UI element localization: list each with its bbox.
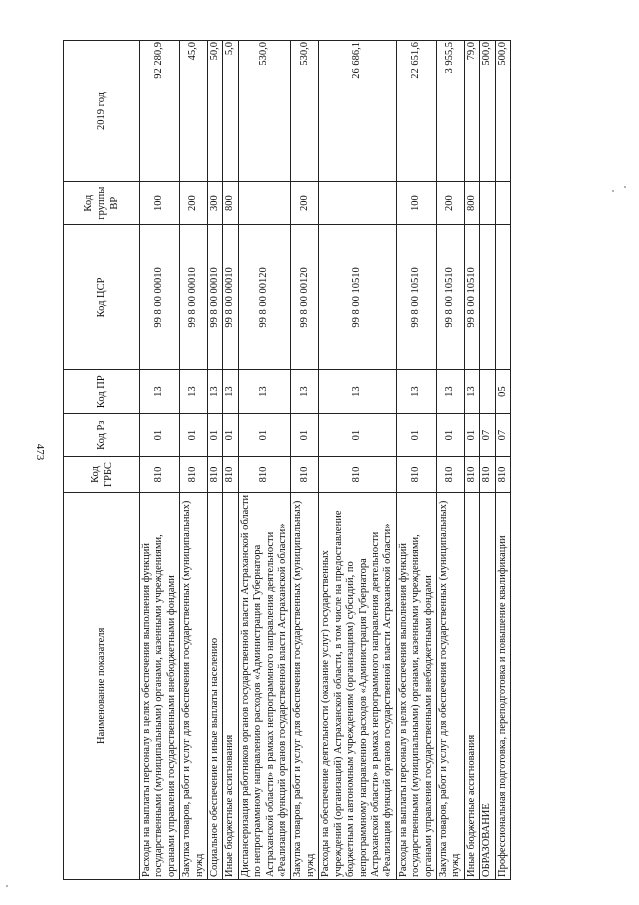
- rotated-page-content: [63, 40, 543, 880]
- header-name: Наименование показателя: [64, 492, 140, 879]
- cell-pr: [480, 370, 495, 414]
- cell-rz: 01: [319, 413, 396, 457]
- cell-grbs: 810: [208, 457, 223, 492]
- cell-rz: 01: [238, 413, 291, 457]
- table-row: [238, 41, 291, 880]
- header-csr: Код ЦСР: [64, 225, 140, 370]
- cell-grbs: 810: [436, 457, 464, 492]
- cell-vr: [238, 181, 291, 225]
- cell-grbs: 810: [238, 457, 291, 492]
- cell-sum: 22 651,6: [396, 41, 436, 182]
- cell-csr: 99 8 00 00120: [238, 225, 291, 370]
- table-row: [464, 41, 479, 880]
- cell-name: Диспансеризация работников органов государственной власти Астраханской области по непрограммному направлению расходов «Администрация Губернатора Астраханской области» в рамках непрограммного направления деятельности «Реализация функций органов государственной власти Астраханской области»: [238, 492, 291, 879]
- cell-vr: [480, 181, 495, 225]
- cell-pr: 13: [238, 370, 291, 414]
- table-header-row: [64, 41, 140, 880]
- scan-speck: [612, 190, 614, 192]
- cell-name: Закупка товаров, работ и услуг для обеспечения государственных (муниципальных) нужд: [291, 492, 319, 879]
- cell-name: Закупка товаров, работ и услуг для обеспечения государственных (муниципальных) нужд: [180, 492, 208, 879]
- cell-grbs: 810: [495, 457, 510, 492]
- cell-rz: 01: [464, 413, 479, 457]
- scan-speck: [624, 186, 626, 188]
- cell-name: Расходы на выплаты персоналу в целях обеспечения выполнения функций государственными (муниципальными) органами, казенными учреждениями, органами управления государственными внебюджетными фондами: [140, 492, 180, 879]
- cell-csr: [495, 225, 510, 370]
- cell-rz: 07: [495, 413, 510, 457]
- cell-sum: 45,0: [180, 41, 208, 182]
- cell-name: Профессиональная подготовка, переподготовка и повышение квалификации: [495, 492, 510, 879]
- cell-vr: 200: [291, 181, 319, 225]
- budget-table: [63, 40, 511, 880]
- cell-pr: 13: [140, 370, 180, 414]
- cell-csr: 99 8 00 00010: [180, 225, 208, 370]
- cell-name: Закупка товаров, работ и услуг для обеспечения государственных (муниципальных) нужд: [436, 492, 464, 879]
- cell-vr: 100: [396, 181, 436, 225]
- cell-name: Иные бюджетные ассигнования: [464, 492, 479, 879]
- cell-pr: 13: [291, 370, 319, 414]
- cell-sum: 530,0: [291, 41, 319, 182]
- cell-csr: 99 8 00 00120: [291, 225, 319, 370]
- cell-sum: 26 686,1: [319, 41, 396, 182]
- cell-grbs: 810: [480, 457, 495, 492]
- cell-csr: 99 8 00 00010: [223, 225, 238, 370]
- cell-rz: 01: [396, 413, 436, 457]
- cell-rz: 01: [208, 413, 223, 457]
- cell-csr: 99 8 00 10510: [396, 225, 436, 370]
- cell-name: Социальное обеспечение и иные выплаты населению: [208, 492, 223, 879]
- cell-rz: 01: [180, 413, 208, 457]
- cell-grbs: 810: [319, 457, 396, 492]
- cell-pr: 13: [319, 370, 396, 414]
- cell-csr: 99 8 00 10510: [436, 225, 464, 370]
- table-row: [480, 41, 495, 880]
- cell-grbs: 810: [291, 457, 319, 492]
- cell-pr: 13: [396, 370, 436, 414]
- cell-sum: 50,0: [208, 41, 223, 182]
- cell-pr: 05: [495, 370, 510, 414]
- cell-pr: 13: [436, 370, 464, 414]
- cell-csr: 99 8 00 10510: [464, 225, 479, 370]
- cell-pr: 13: [180, 370, 208, 414]
- cell-grbs: 810: [464, 457, 479, 492]
- cell-grbs: 810: [396, 457, 436, 492]
- header-grbs: Код ГРБС: [64, 457, 140, 492]
- cell-sum: 500,0: [480, 41, 495, 182]
- cell-name: Иные бюджетные ассигнования: [223, 492, 238, 879]
- table-row: [291, 41, 319, 880]
- cell-pr: 13: [223, 370, 238, 414]
- table-body: [140, 41, 511, 880]
- table-row: [223, 41, 238, 880]
- cell-rz: 01: [436, 413, 464, 457]
- table-row: [180, 41, 208, 880]
- header-vr: Код группы ВР: [64, 181, 140, 225]
- table-row: [140, 41, 180, 880]
- cell-rz: 07: [480, 413, 495, 457]
- cell-rz: 01: [291, 413, 319, 457]
- table-row: [436, 41, 464, 880]
- header-sum: 2019 год: [64, 41, 140, 182]
- cell-grbs: 810: [140, 457, 180, 492]
- cell-vr: [495, 181, 510, 225]
- table-row: [319, 41, 396, 880]
- cell-rz: 01: [140, 413, 180, 457]
- header-pr: Код ПР: [64, 370, 140, 414]
- cell-vr: 200: [180, 181, 208, 225]
- cell-sum: 500,0: [495, 41, 510, 182]
- cell-vr: 800: [464, 181, 479, 225]
- cell-vr: 800: [223, 181, 238, 225]
- cell-csr: [480, 225, 495, 370]
- cell-rz: 01: [223, 413, 238, 457]
- cell-sum: 79,0: [464, 41, 479, 182]
- cell-csr: 99 8 00 10510: [319, 225, 396, 370]
- header-rz: Код Рз: [64, 413, 140, 457]
- table-row: [495, 41, 510, 880]
- cell-csr: 99 8 00 00010: [208, 225, 223, 370]
- cell-pr: 13: [464, 370, 479, 414]
- scan-speck: [6, 885, 8, 887]
- cell-grbs: 810: [180, 457, 208, 492]
- cell-sum: 5,0: [223, 41, 238, 182]
- cell-sum: 530,0: [238, 41, 291, 182]
- cell-name: Расходы на выплаты персоналу в целях обеспечения выполнения функций государственными (муниципальными) органами, казенными учреждениями, органами управления государственными внебюджетными фондами: [396, 492, 436, 879]
- cell-vr: 200: [436, 181, 464, 225]
- cell-vr: [319, 181, 396, 225]
- cell-csr: 99 8 00 00010: [140, 225, 180, 370]
- cell-name: Расходы на обеспечение деятельности (оказание услуг) государственных учреждений (организаций) Астраханской области, в том числе на предоставление бюджетным и автономным учреждениям (организациям) субсидий, по непрограммному направлению расходов «Администрация Губернатора Астраханской области» в рамках непрограммного направления деятельности «Реализация функций органов государственной власти Астраханской области»: [319, 492, 396, 879]
- cell-sum: 92 280,9: [140, 41, 180, 182]
- cell-pr: 13: [208, 370, 223, 414]
- cell-grbs: 810: [223, 457, 238, 492]
- page-number: 473: [34, 443, 46, 461]
- cell-name: ОБРАЗОВАНИЕ: [480, 492, 495, 879]
- table-row: [396, 41, 436, 880]
- cell-sum: 3 955,5: [436, 41, 464, 182]
- table-row: [208, 41, 223, 880]
- cell-vr: 300: [208, 181, 223, 225]
- cell-vr: 100: [140, 181, 180, 225]
